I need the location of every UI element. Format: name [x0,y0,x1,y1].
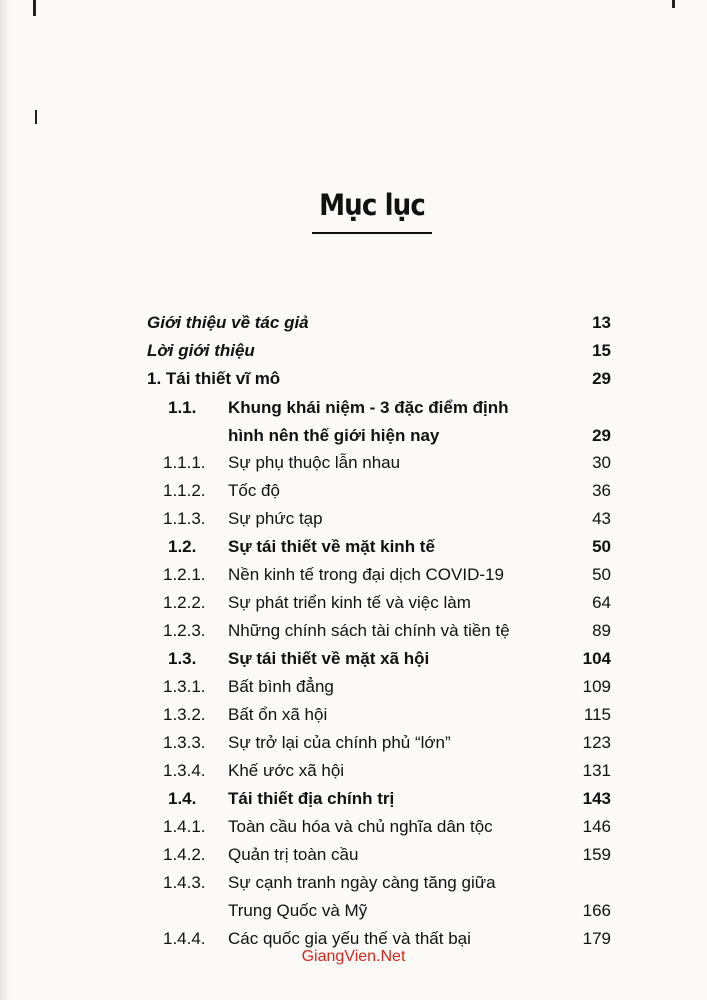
toc-entry-page: 50 [592,537,611,556]
toc-entry-label: Toàn cầu hóa và chủ nghĩa dân tộc [228,817,493,836]
toc-entry [0,619,707,647]
toc-entry-number: 1.1.3. [163,509,206,528]
toc-entry-number: 1.4.4. [163,929,206,948]
toc-entry [0,451,707,479]
toc-entry-number: 1.3.4. [163,761,206,780]
toc-entry-label: Sự phát triển kinh tế và việc làm [228,593,471,612]
toc-entry-label: Sự phụ thuộc lẫn nhau [228,453,401,472]
toc-entry [0,396,707,424]
toc-entry-number: 1.2.3. [163,621,206,640]
toc-entry-number: 1.4. [168,789,197,808]
toc-entry-label: Sự trở lại của chính phủ “lớn” [228,733,451,752]
toc-entry [0,367,707,395]
toc-entry [0,424,707,452]
toc-entry-number: 1.4.1. [163,817,206,836]
toc-entry-label: Giới thiệu về tác giả [147,313,309,332]
toc-entry [0,311,707,339]
toc-entry-page: 15 [592,341,611,360]
toc-entry-label: Các quốc gia yếu thế và thất bại [228,929,471,948]
toc-entry [0,479,707,507]
toc-entry-label: 1. Tái thiết vĩ mô [147,369,281,388]
toc-entry-label: Khế ước xã hội [228,761,345,780]
toc-entry-page: 115 [583,705,611,724]
toc-entry-number: 1.4.2. [163,845,206,864]
toc-entry-page: 64 [592,593,611,612]
toc-entry [0,563,707,591]
toc-entry-label: Quản trị toàn cầu [228,845,359,864]
toc-entry [0,787,707,815]
toc-entry-number: 1.4.3. [163,873,206,892]
toc-entry-page: 104 [582,649,611,668]
toc-entry-page: 30 [592,453,611,472]
toc-entry-number: 1.2.2. [163,593,206,612]
toc-entry-page: 123 [582,733,611,752]
toc-entry-page: 29 [592,369,611,388]
toc-entry-label: Bất bình đẳng [228,677,334,696]
toc-entry-number: 1.1.1. [163,453,206,472]
toc-entry [0,647,707,675]
toc-entry [0,815,707,843]
toc-entry [0,843,707,871]
toc-entry-page: 13 [592,313,611,332]
toc-entry-page: 50 [592,565,611,584]
toc-entry-label: Lời giới thiệu [147,341,255,360]
toc-entry-page: 146 [582,817,611,836]
toc-entry-number: 1.2. [168,537,197,556]
toc-entry-label: Trung Quốc và Mỹ [228,901,368,920]
toc-entry-page: 131 [582,761,611,780]
toc-entry-number: 1.1. [168,398,197,417]
toc-entry [0,507,707,535]
toc-entry-label: Tái thiết địa chính trị [228,789,395,808]
toc-entry-page: 36 [592,481,611,500]
toc-entry-number: 1.3. [168,649,197,668]
toc-entry-page: 109 [582,677,611,696]
toc-entry [0,339,707,367]
toc-entry [0,871,707,899]
toc-entry-label: Sự cạnh tranh ngày càng tăng giữa [228,873,496,892]
watermark-text: GiangVien.Net [301,948,406,965]
toc-entry-page: 159 [582,845,611,864]
toc-entry-label: Sự phức tạp [228,509,323,528]
toc-entry-page: 179 [582,929,611,948]
toc-entry-page: 43 [592,509,611,528]
toc-entry-number: 1.3.2. [163,705,206,724]
toc-entry-page: 166 [582,901,611,920]
toc-entry-number: 1.3.1. [163,677,206,696]
page-title: Mục lục [319,188,425,222]
toc-entry-number: 1.2.1. [163,565,206,584]
toc-entry-label: Tốc độ [228,481,280,500]
toc-entry-page: 29 [592,426,611,445]
toc-entry [0,591,707,619]
toc-entry [0,759,707,787]
toc-entry-label: Nền kinh tế trong đại dịch COVID-19 [228,565,504,584]
toc-entry-number: 1.1.2. [163,481,206,500]
toc-entry [0,731,707,759]
toc-entry-page: 143 [582,789,611,808]
toc-entry-label: Bất ổn xã hội [228,705,328,724]
toc-entry [0,675,707,703]
toc-entry-label: Khung khái niệm - 3 đặc điểm định [228,398,509,417]
toc-entry-label: Sự tái thiết về mặt xã hội [228,649,430,668]
toc-entry [0,703,707,731]
toc-entry-page: 89 [592,621,611,640]
toc-entry-label: Sự tái thiết về mặt kinh tế [228,537,435,556]
toc-entry-label: Những chính sách tài chính và tiền tệ [228,621,510,640]
toc-entry [0,535,707,563]
toc-entry [0,899,707,927]
toc-entry-number: 1.3.3. [163,733,206,752]
toc-entry-label: hình nên thế giới hiện nay [228,426,440,445]
